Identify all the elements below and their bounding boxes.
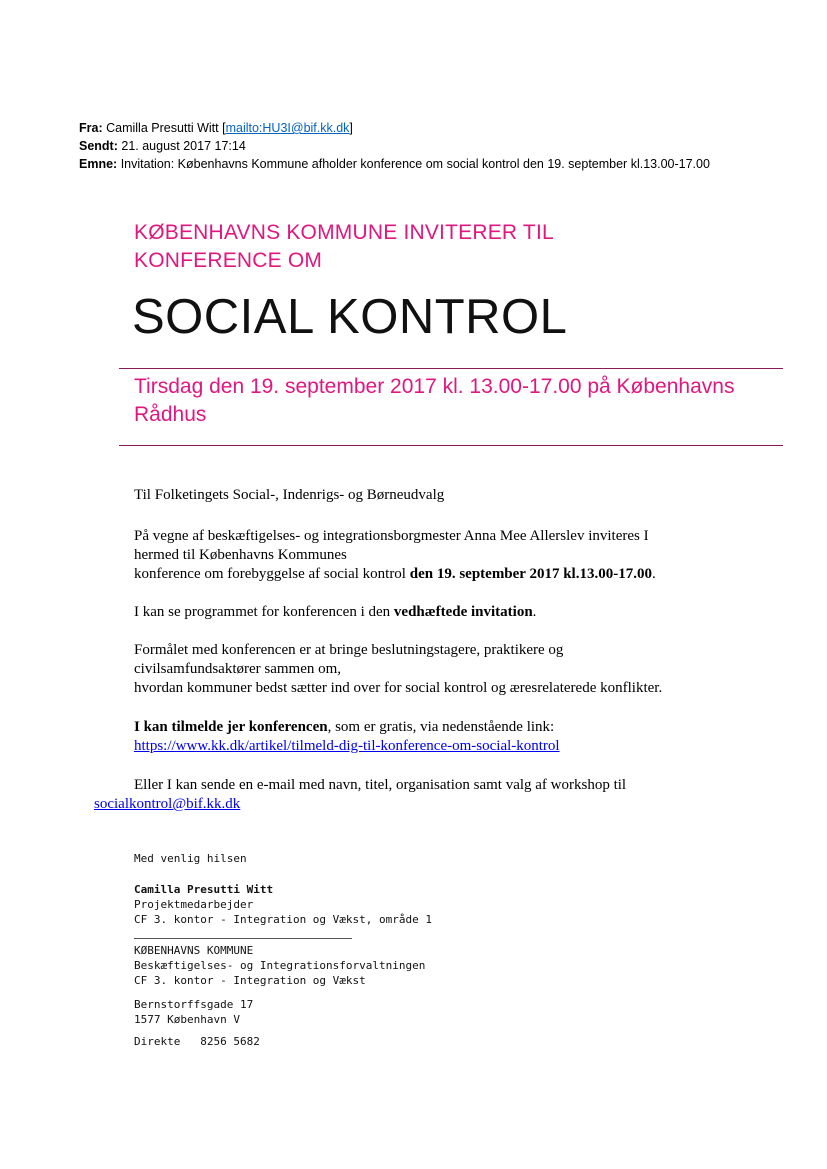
sig-address <box>134 997 253 1027</box>
p1-text: konference om forebyggelse af social kontrol <box>134 566 410 582</box>
sig-city: 1577 København V <box>134 1013 240 1026</box>
sig-role: Projektmedarbejder <box>134 898 254 911</box>
divider-bottom <box>119 445 783 446</box>
from-line <box>79 119 729 137</box>
p2-text: I kan se programmet for konferencen i den <box>134 604 394 620</box>
event-date <box>134 373 774 429</box>
from-value: Camilla Presutti Witt [ <box>106 121 226 135</box>
paragraph-5: Eller I kan sende en e-mail med navn, titel, organisation samt valg af workshop til <box>134 777 627 793</box>
p3-line-2: civilsamfundsaktører sammen om, <box>134 661 342 677</box>
contact-email-link[interactable]: socialkontrol@bif.kk.dk <box>94 796 241 812</box>
sig-phone-label: Direkte <box>134 1035 181 1048</box>
mailto-link[interactable]: mailto:HU3I@bif.kk.dk <box>225 121 350 135</box>
p2-bold: vedhæftede invitation <box>393 604 533 620</box>
registration-link[interactable]: https://www.kk.dk/artikel/tilmeld-dig-til-konference-om-social-kontrol <box>134 738 560 754</box>
email-header <box>79 119 729 173</box>
paragraph-2 <box>134 603 754 622</box>
divider-top <box>119 368 783 369</box>
sig-org-block <box>134 943 425 988</box>
paragraph-3 <box>134 641 754 698</box>
invitation-title <box>134 219 734 275</box>
p2-period: . <box>532 604 537 620</box>
sig-phone <box>134 1034 260 1049</box>
p3-line-1: Formålet med konferencen er at bringe beslutningstagere, praktikere og <box>134 642 564 658</box>
sig-divider <box>134 938 352 939</box>
sig-org: KØBENHAVNS KOMMUNE <box>134 944 254 957</box>
p1-line-1: På vegne af beskæftigelses- og integrationsborgmester Anna Mee Allerslev inviteres I <box>134 528 649 544</box>
from-label: Fra: <box>79 121 103 135</box>
sig-name: Camilla Presutti Witt <box>134 883 274 896</box>
sig-street: Bernstorffsgade 17 <box>134 998 254 1011</box>
p4-line-2 <box>134 737 754 756</box>
sig-dept: Beskæftigelses- og Integrationsforvaltningen <box>134 959 426 972</box>
sig-office: CF 3. kontor - Integration og Vækst, område 1 <box>134 913 433 926</box>
subject-value: Invitation: Københavns Kommune afholder konference om social kontrol den 19. september kl.13.00-17.00 <box>120 157 710 171</box>
subject-line <box>79 155 729 173</box>
p1-line-2: hermed til Københavns Kommunes <box>134 547 347 563</box>
p4-text: , som er gratis, via nedenstående link: <box>327 719 555 735</box>
sent-line <box>79 137 729 155</box>
invitation-line-1: KØBENHAVNS KOMMUNE INVITERER TIL <box>134 221 554 244</box>
sig-unit: CF 3. kontor - Integration og Vækst <box>134 974 366 987</box>
sig-greeting: Med venlig hilsen <box>134 852 247 865</box>
p3-line-3: hvordan kommuner bedst sætter ind over for social kontrol og æresrelaterede konflikter. <box>134 680 663 696</box>
salutation: Til Folketingets Social-, Indenrigs- og Børneudvalg <box>134 487 445 503</box>
sent-value: 21. august 2017 17:14 <box>121 139 246 153</box>
event-date-line-2: Rådhus <box>134 403 207 426</box>
p1-line-3 <box>134 565 754 584</box>
sig-phone-number: 8256 5682 <box>200 1035 260 1048</box>
p4-line-1 <box>134 718 754 737</box>
paragraph-1 <box>134 527 754 584</box>
sig-block <box>134 882 432 927</box>
paragraph-4 <box>134 718 754 756</box>
from-close: ] <box>349 121 353 135</box>
subject-label: Emne: <box>79 157 118 171</box>
event-date-line-1: Tirsdag den 19. september 2017 kl. 13.00-17.00 på Københavns <box>134 375 735 398</box>
invitation-line-2: KONFERENCE OM <box>134 249 323 272</box>
p1-period: . <box>651 566 656 582</box>
p1-date-bold: den 19. september 2017 kl.13.00-17.00 <box>409 566 652 582</box>
invitation-heading: SOCIAL KONTROL <box>132 290 568 344</box>
p4-bold: I kan tilmelde jer konferencen <box>134 719 328 735</box>
sent-label: Sendt: <box>79 139 118 153</box>
